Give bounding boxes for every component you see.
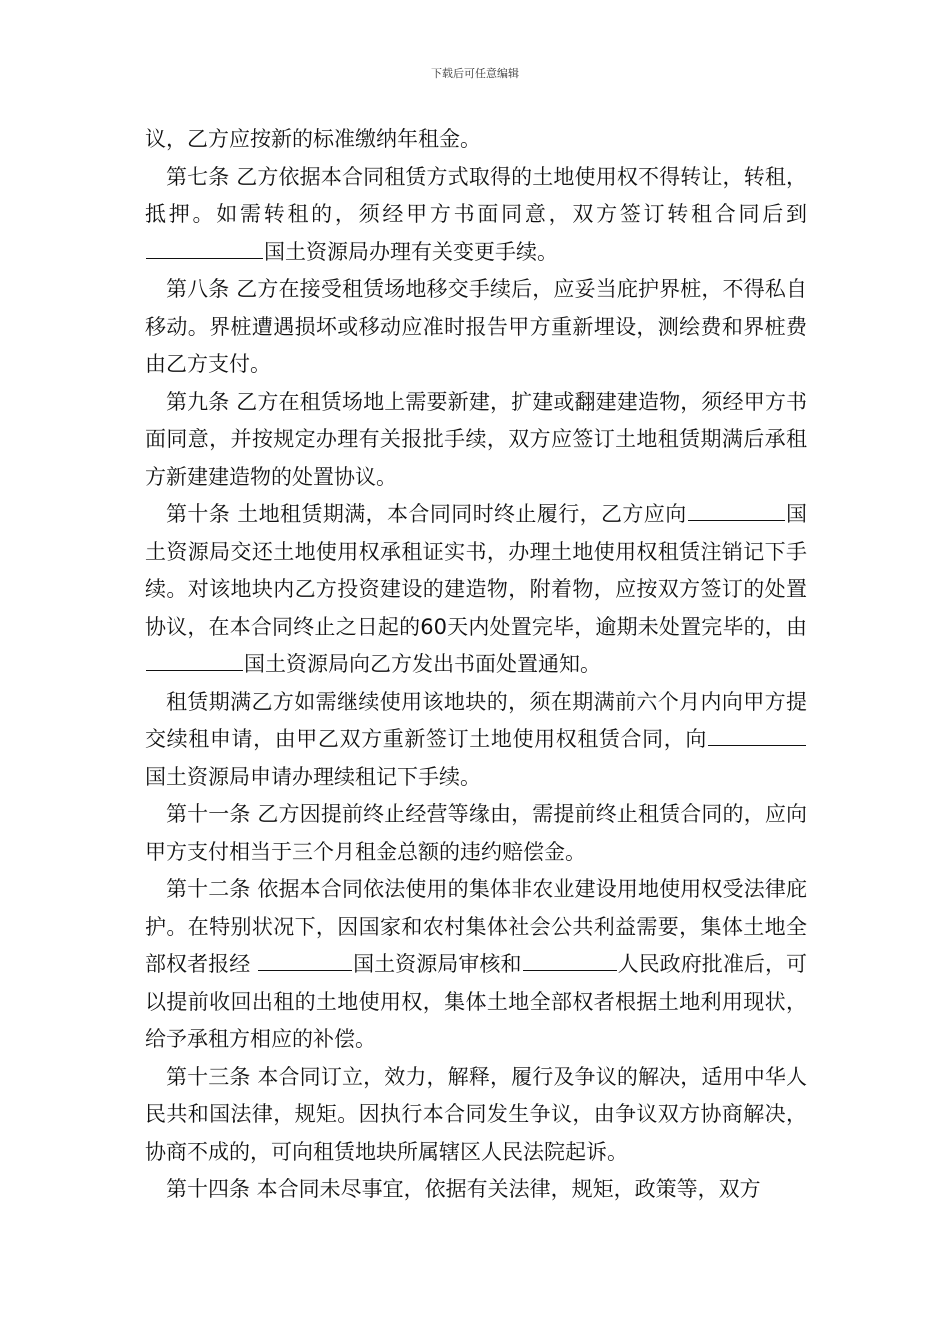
article-10 <box>145 496 807 684</box>
paragraph-continuation <box>145 121 807 159</box>
article-14 <box>145 1171 807 1209</box>
paragraph-text: 租赁期满乙方如需继续使用该地块的，须在期满前六个月内向甲方提交续租申请，由甲乙双方重新签订土地使用权租赁合同，向 <box>145 689 807 751</box>
paragraph-text: 国土资源局办理有关变更手续。 <box>264 239 558 264</box>
fill-in-blank[interactable] <box>146 650 243 671</box>
fill-in-blank[interactable] <box>688 500 785 521</box>
paragraph-text: 第十条 土地租赁期满，本合同同时终止履行，乙方应向 <box>166 502 687 526</box>
paragraph-text: 第八条 乙方在接受租赁场地移交手续后，应妥当庇护界桩，不得私自移动。界桩遭遇损坏或移动应准时报告甲方重新埋设，测绘费和界桩费由乙方支付。 <box>145 277 807 376</box>
article-13 <box>145 1059 807 1172</box>
paragraph-text: 第十三条 本合同订立，效力，解释，履行及争议的解决，适用中华人民共和国法律，规矩。因执行本合同发生争议，由争议双方协商解决，协商不成的，可向租赁地块所属辖区人民法院起诉。 <box>145 1064 807 1164</box>
page-header: 下载后可任意编辑 <box>431 67 519 80</box>
article-8 <box>145 271 807 384</box>
paragraph-text: 第十一条 乙方因提前终止经营等缘由，需提前终止租赁合同的，应向甲方支付相当于三个月租金总额的违约赔偿金。 <box>145 802 807 864</box>
article-9 <box>145 384 807 497</box>
paragraph-text: 议，乙方应按新的标准缴纳年租金。 <box>145 127 481 151</box>
article-11 <box>145 796 807 871</box>
fill-in-blank[interactable] <box>258 950 352 971</box>
paragraph-text: 国土资源局审核和 <box>353 952 522 976</box>
paragraph-text: 第十四条 本合同未尽事宜，依据有关法律，规矩，政策等，双方 <box>166 1177 761 1201</box>
paragraph-text: 国土资源局交还土地使用权承租证实书，办理土地使用权租赁注销记下手续。对该地块内乙方投资建设的建造物，附着物，应按双方签订的处置协议，在本合同终止之日起的60天内处置完毕，逾期未处置完毕的，由 <box>145 502 807 639</box>
paragraph-text: 人民政府批准后，可以提前收回出租的土地使用权，集体土地全部权者根据土地利用现状，给予承租方相应的补偿。 <box>145 952 808 1051</box>
paragraph-text: 第十二条 依据本合同依法使用的集体非农业建设用地使用权受法律庇护。在特别状况下，因国家和农村集体社会公共利益需要，集体土地全部权者报经 <box>145 877 807 976</box>
contract-body <box>145 121 807 1209</box>
paragraph-text: 国土资源局向乙方发出书面处置通知。 <box>244 652 601 676</box>
paragraph-text: 第七条 乙方依据本合同租赁方式取得的土地使用权不得转让，转租，抵押。如需转租的，须经甲方书面同意，双方签订转租合同后到 <box>145 164 807 226</box>
article-7 <box>145 159 807 272</box>
paragraph-text: 国土资源局申请办理续租记下手续。 <box>145 764 481 789</box>
fill-in-blank[interactable] <box>146 238 263 259</box>
fill-in-blank[interactable] <box>708 725 806 746</box>
article-10-renewal <box>145 684 807 797</box>
fill-in-blank[interactable] <box>523 950 617 971</box>
paragraph-text: 第九条 乙方在租赁场地上需要新建，扩建或翻建建造物，须经甲方书面同意，并按规定办理有关报批手续，双方应签订土地租赁期满后承租方新建建造物的处置协议。 <box>145 389 807 489</box>
article-12 <box>145 871 807 1059</box>
